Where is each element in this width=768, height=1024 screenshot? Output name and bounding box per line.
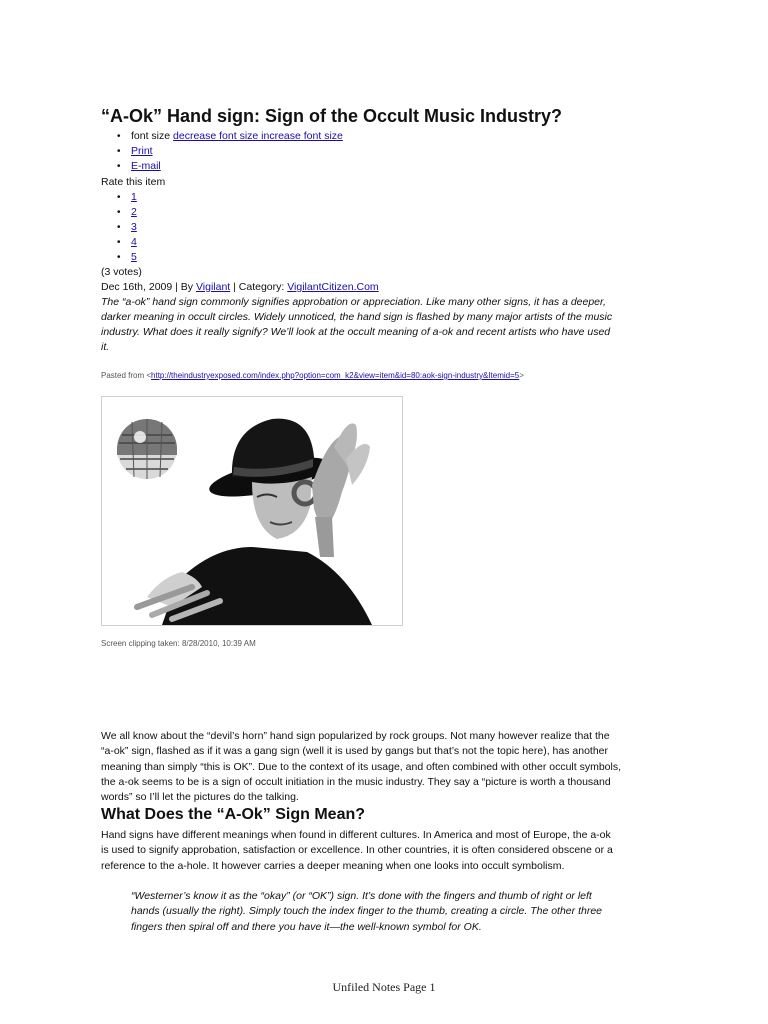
- article-intro: The “a-ok” hand sign commonly signifies approbation or appreciation. Like many other signs, it has a deeper, darker meaning in occult circles. Widely unnoticed, the hand sign is flashed by many major artists of the music industry. What does it really signify? We’ll look at the occult meaning of a-ok and recent artists who have used it.: [101, 296, 613, 353]
- rating-item: [101, 250, 137, 265]
- pasted-url-link[interactable]: http://theindustryexposed.com/index.php?option=com_k2&view=item&id=80:aok-sign-industry&Itemid=5: [151, 371, 520, 380]
- section-heading: What Does the “A-Ok” Sign Mean?: [101, 806, 366, 823]
- article-photo: [101, 396, 403, 626]
- print-item: [101, 144, 343, 159]
- body-paragraph-2: Hand signs have different meanings when found in different cultures. In America and most of Europe, the a-ok is used to signify approbation, satisfaction or excellence. In other countries, it is often considered obscene or a reference to the a-hole. It however carries a deeper meaning when one looks into occult symbolism.: [101, 829, 613, 872]
- rating-item: [101, 220, 137, 235]
- body-paragraph-1: We all know about the “devil’s horn” hand sign popularized by rock groups. Not many however realize that the “a-ok” sign, flashed as if it was a gang sign (well it is used by gangs but that’s not the topic here), has another meaning than simply “this is OK”. Due to the context of its usage, and often combined with other occult symbols, the a-ok seems to be is a sign of occult initiation in the music industry. They say a “picture is worth a thousand words” so I’ll let the pictures do the talking.: [101, 730, 622, 804]
- rating-link-4[interactable]: 4: [131, 236, 137, 248]
- rating-item: [101, 205, 137, 220]
- rating-link-2[interactable]: 2: [131, 206, 137, 218]
- man-ok-sign-photo: [102, 397, 402, 625]
- by-label: | By: [175, 281, 194, 293]
- pasted-prefix: Pasted from <: [101, 371, 152, 380]
- article-toolbar: [101, 129, 343, 174]
- email-link[interactable]: E-mail: [131, 160, 161, 172]
- category-label: | Category:: [233, 281, 285, 293]
- disco-ball-icon: [117, 419, 177, 479]
- rating-link-1[interactable]: 1: [131, 191, 137, 203]
- rate-label: Rate this item: [101, 176, 166, 188]
- page-title: “A-Ok” Hand sign: Sign of the Occult Music Industry?: [101, 106, 563, 126]
- font-size-item: [101, 129, 343, 144]
- print-link[interactable]: Print: [131, 145, 153, 157]
- vote-count: (3 votes): [101, 266, 142, 278]
- pasted-from: [101, 371, 524, 380]
- page-footer: Unfiled Notes Page 1: [332, 980, 436, 994]
- rating-item: [101, 235, 137, 250]
- block-quote: “Westerner’s know it as the “okay” (or “OK”) sign. It’s done with the fingers and thumb of right or left hands (usually the right). Simply touch the index finger to the thumb, creating a circle. The other three fingers then spiral off and there you have it—the well-known symbol for OK.: [131, 890, 602, 933]
- screen-clipping-note: Screen clipping taken: 8/28/2010, 10:39 AM: [101, 639, 256, 648]
- email-item: [101, 159, 343, 174]
- font-size-link[interactable]: decrease font size increase font size: [173, 130, 343, 142]
- rating-list: [101, 190, 137, 265]
- author-link[interactable]: Vigilant: [195, 281, 231, 293]
- rating-link-5[interactable]: 5: [131, 251, 137, 263]
- category-link[interactable]: VigilantCitizen.Com: [287, 281, 379, 293]
- rating-link-3[interactable]: 3: [131, 221, 137, 233]
- article-meta: [101, 280, 379, 295]
- pasted-suffix: >: [519, 371, 524, 380]
- font-size-label: font size: [131, 130, 171, 142]
- rating-item: [101, 190, 137, 205]
- article-date: Dec 16th, 2009: [101, 281, 173, 293]
